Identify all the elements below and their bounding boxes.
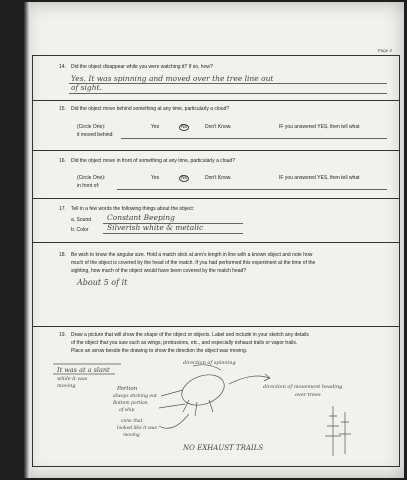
answer-line (69, 83, 387, 84)
question-text: Did the object move behind something at any time, particularly a cloud? (71, 106, 230, 112)
handwritten-answer: Yes. It was spinning and moved over the tree line out (71, 74, 274, 83)
sketch-note-left-3: moving (57, 383, 76, 389)
questionnaire-frame (32, 55, 400, 467)
question-text-line-3: Place an arrow beside the drawing to show the direction the object was moving. (71, 348, 248, 354)
if-yes-instruction: IF you answered YES, then tell what (279, 175, 360, 181)
page-number: Page 2 (377, 48, 392, 53)
question-19 (33, 326, 399, 466)
sketch-note-mid-3: Bottom portion (113, 401, 148, 406)
page-fold-shadow (24, 2, 30, 478)
sketch-note-mid-6: looked like it was (117, 426, 157, 431)
option-yes: Yes (151, 175, 160, 181)
option-yes: Yes (151, 124, 160, 130)
question-17 (33, 198, 399, 243)
question-number: 18. (59, 252, 66, 258)
question-14 (33, 56, 399, 101)
ufo-sketch (33, 356, 399, 466)
sketch-note-mid-1: Portion (117, 386, 138, 392)
answer-line (103, 233, 243, 234)
follow-up-label: it moved behind: (77, 132, 114, 138)
question-text: Did the object disappear while you were watching it? If so, how? (71, 64, 213, 70)
question-number: 16. (59, 158, 66, 164)
handwritten-answer-cont: of sight. (71, 83, 102, 92)
answer-line (121, 138, 387, 139)
question-number: 14. (59, 64, 66, 70)
circle-instruction: (Circle One): (77, 124, 106, 130)
sketch-note-right-1: direction of movement heading (263, 384, 343, 390)
sketch-note-top: direction of spinning (183, 360, 236, 366)
answer-line (117, 189, 387, 190)
option-dont-know: Don't Know. (205, 175, 232, 181)
sketch-note-right-2: over trees (295, 392, 321, 398)
question-15 (33, 100, 399, 151)
option-dont-know: Don't Know. (205, 124, 232, 130)
question-text: Tell in a few words the following things about the object: (71, 206, 195, 212)
sketch-note-left-2: while it was (57, 376, 88, 382)
question-text-line-1: Draw a picture that will show the shape of the object or objects. Label and include in your sketch any details (71, 332, 309, 338)
sound-label: a. Sound (71, 217, 92, 223)
if-yes-instruction: IF you answered YES, then tell what (279, 124, 360, 130)
question-text-line-1: Be wish to know the angular size. Hold a match stick at arm's length in line with a known object and note how (71, 252, 313, 258)
sketch-note-bottom: NO EXHAUST TRAILS (183, 444, 264, 452)
question-text-line-3: sighting, how much of the object would have been covered by the match head? (71, 268, 247, 274)
question-16 (33, 150, 399, 199)
sketch-note-mid-5: cone that (121, 419, 143, 424)
sketch-note-left-1: It was at a slant (57, 366, 110, 374)
follow-up-label: in front of: (77, 183, 100, 189)
sketch-note-mid-2: always sticking out (113, 394, 157, 399)
tree-drawing (325, 406, 351, 456)
question-text-line-2: of the object that you saw such as wings, protrusions, etc., and especially exhaust trails or vapor trails. (71, 340, 298, 346)
question-18 (33, 242, 399, 327)
question-text-line-2: much of the object is covered by the head of the match. If you had performed this experiment at the time of the (71, 260, 316, 266)
movement-arrow (229, 376, 269, 384)
question-number: 15. (59, 106, 66, 112)
question-number: 17. (59, 206, 66, 212)
question-number: 19. (59, 332, 66, 338)
option-no-circled: No (181, 175, 188, 181)
circle-instruction: (Circle One): (77, 175, 106, 181)
sketch-note-mid-7: moving (123, 433, 140, 438)
ufo-protrusions (183, 400, 213, 416)
sound-answer: Constant Beeping (107, 213, 175, 222)
handwritten-answer: About 5 of it (77, 278, 128, 287)
color-label: b. Color (71, 227, 89, 233)
color-answer: Silverish white & metalic (107, 223, 204, 232)
sketch-note-mid-4: of ship (119, 408, 135, 413)
option-no-circled: No (181, 124, 188, 130)
answer-line (69, 93, 387, 94)
question-text: Did the object move in front of something at any time, particularly a cloud? (71, 158, 235, 164)
ufo-body (178, 369, 229, 410)
